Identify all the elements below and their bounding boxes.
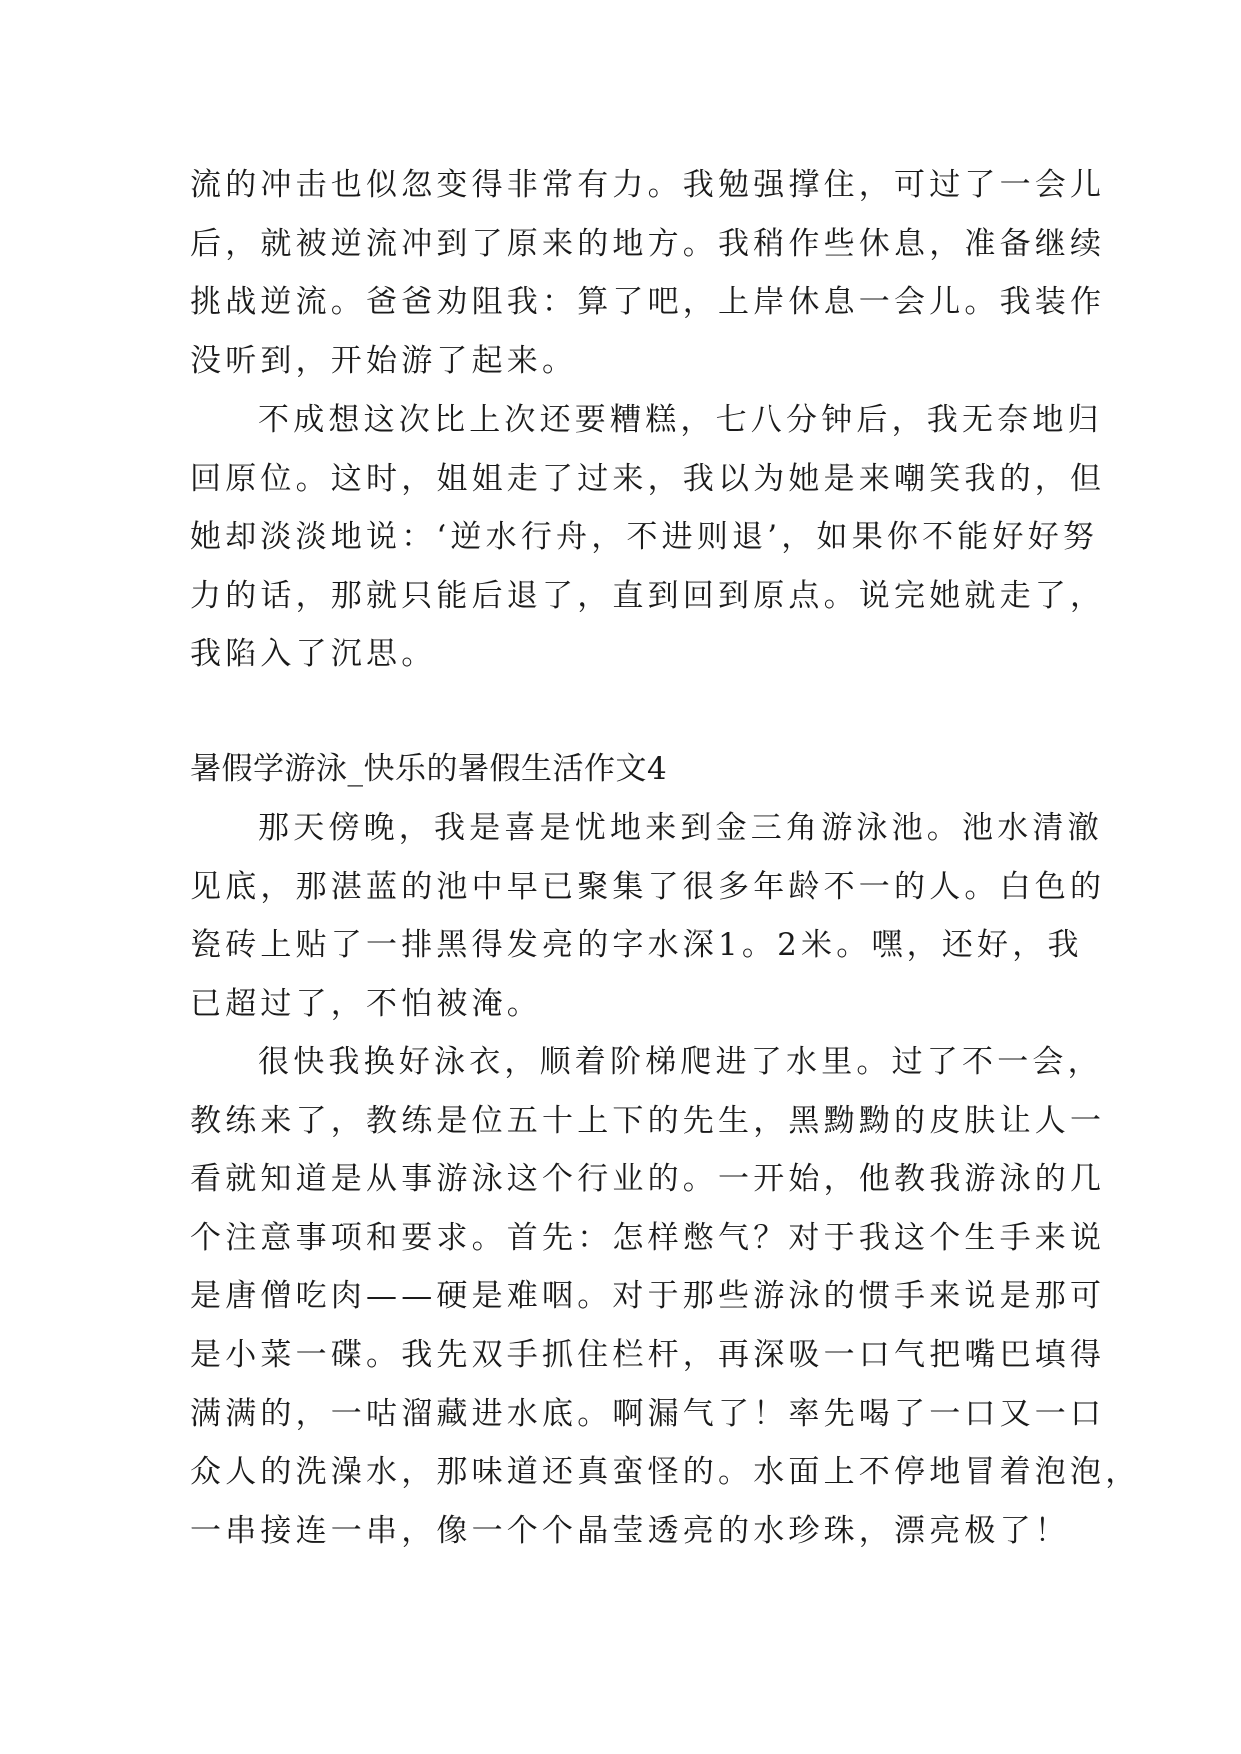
text-line: 教练来了，教练是位五十上下的先生，黑黝黝的皮肤让人一 (190, 1102, 1106, 1139)
text-line: 流的冲击也似忽变得非常有力。我勉强撑住，可过了一会儿 (190, 167, 1106, 203)
text-line: 满满的，一咕溜藏进水底。啊漏气了！率先喝了一口又一口 (190, 1395, 1106, 1432)
text-line: 是唐僧吃肉——硬是难咽。对于那些游泳的惯手来说是那可 (190, 1278, 1106, 1315)
text-line: 瓷砖上贴了一排黑得发亮的字水深1。2米。嘿，还好，我 (190, 927, 1083, 964)
text-line: 一串接连一串，像一个个晶莹透亮的水珍珠，漂亮极了！ (190, 1512, 1070, 1549)
text-line: 我陷入了沉思。 (190, 636, 437, 673)
text-line: 见底，那湛蓝的池中早已聚集了很多年龄不一的人。白色的 (190, 868, 1106, 905)
text-line: 看就知道是从事游泳这个行业的。一开始，他教我游泳的几 (190, 1161, 1106, 1198)
paragraph-4 (190, 1033, 1141, 1560)
text-line: 是小菜一碟。我先双手抓住栏杆，再深吸一口气把嘴巴填得 (190, 1336, 1106, 1373)
section-title (190, 740, 1050, 799)
text-line: 力的话，那就只能后退了，直到回到原点。说完她就走了， (190, 577, 1106, 614)
section-title-text: 暑假学游泳_快乐的暑假生活作文4 (190, 751, 668, 787)
paragraph-continued (190, 156, 1106, 390)
text-line: 个注意事项和要求。首先：怎样憋气？对于我这个生手来说 (190, 1219, 1106, 1256)
text-line: 挑战逆流。爸爸劝阻我：算了吧，上岸休息一会儿。我装作 (190, 284, 1106, 321)
text-line: 后，就被逆流冲到了原来的地方。我稍作些休息，准备继续 (190, 225, 1106, 262)
text-line: 已超过了，不怕被淹。 (190, 985, 542, 1022)
text-line: 不成想这次比上次还要糟糕，七八分钟后，我无奈地归 (258, 402, 1103, 438)
text-line: 没听到，开始游了起来。 (190, 342, 578, 379)
paragraph-2 (190, 391, 1106, 684)
text-line: 很快我换好泳衣，顺着阶梯爬进了水里。过了不一会， (258, 1044, 1103, 1080)
text-line: 那天傍晚，我是喜是忧地来到金三角游泳池。池水清澈 (258, 810, 1103, 846)
text-line: 她却淡淡地说：‘逆水行舟，不进则退’，如果你不能好好努 (190, 519, 1099, 556)
paragraph-3 (190, 799, 1106, 1033)
text-line: 回原位。这时，姐姐走了过来，我以为她是来嘲笑我的，但 (190, 460, 1106, 497)
text-line: 众人的洗澡水，那味道还真蛮怪的。水面上不停地冒着泡泡， (190, 1454, 1141, 1491)
